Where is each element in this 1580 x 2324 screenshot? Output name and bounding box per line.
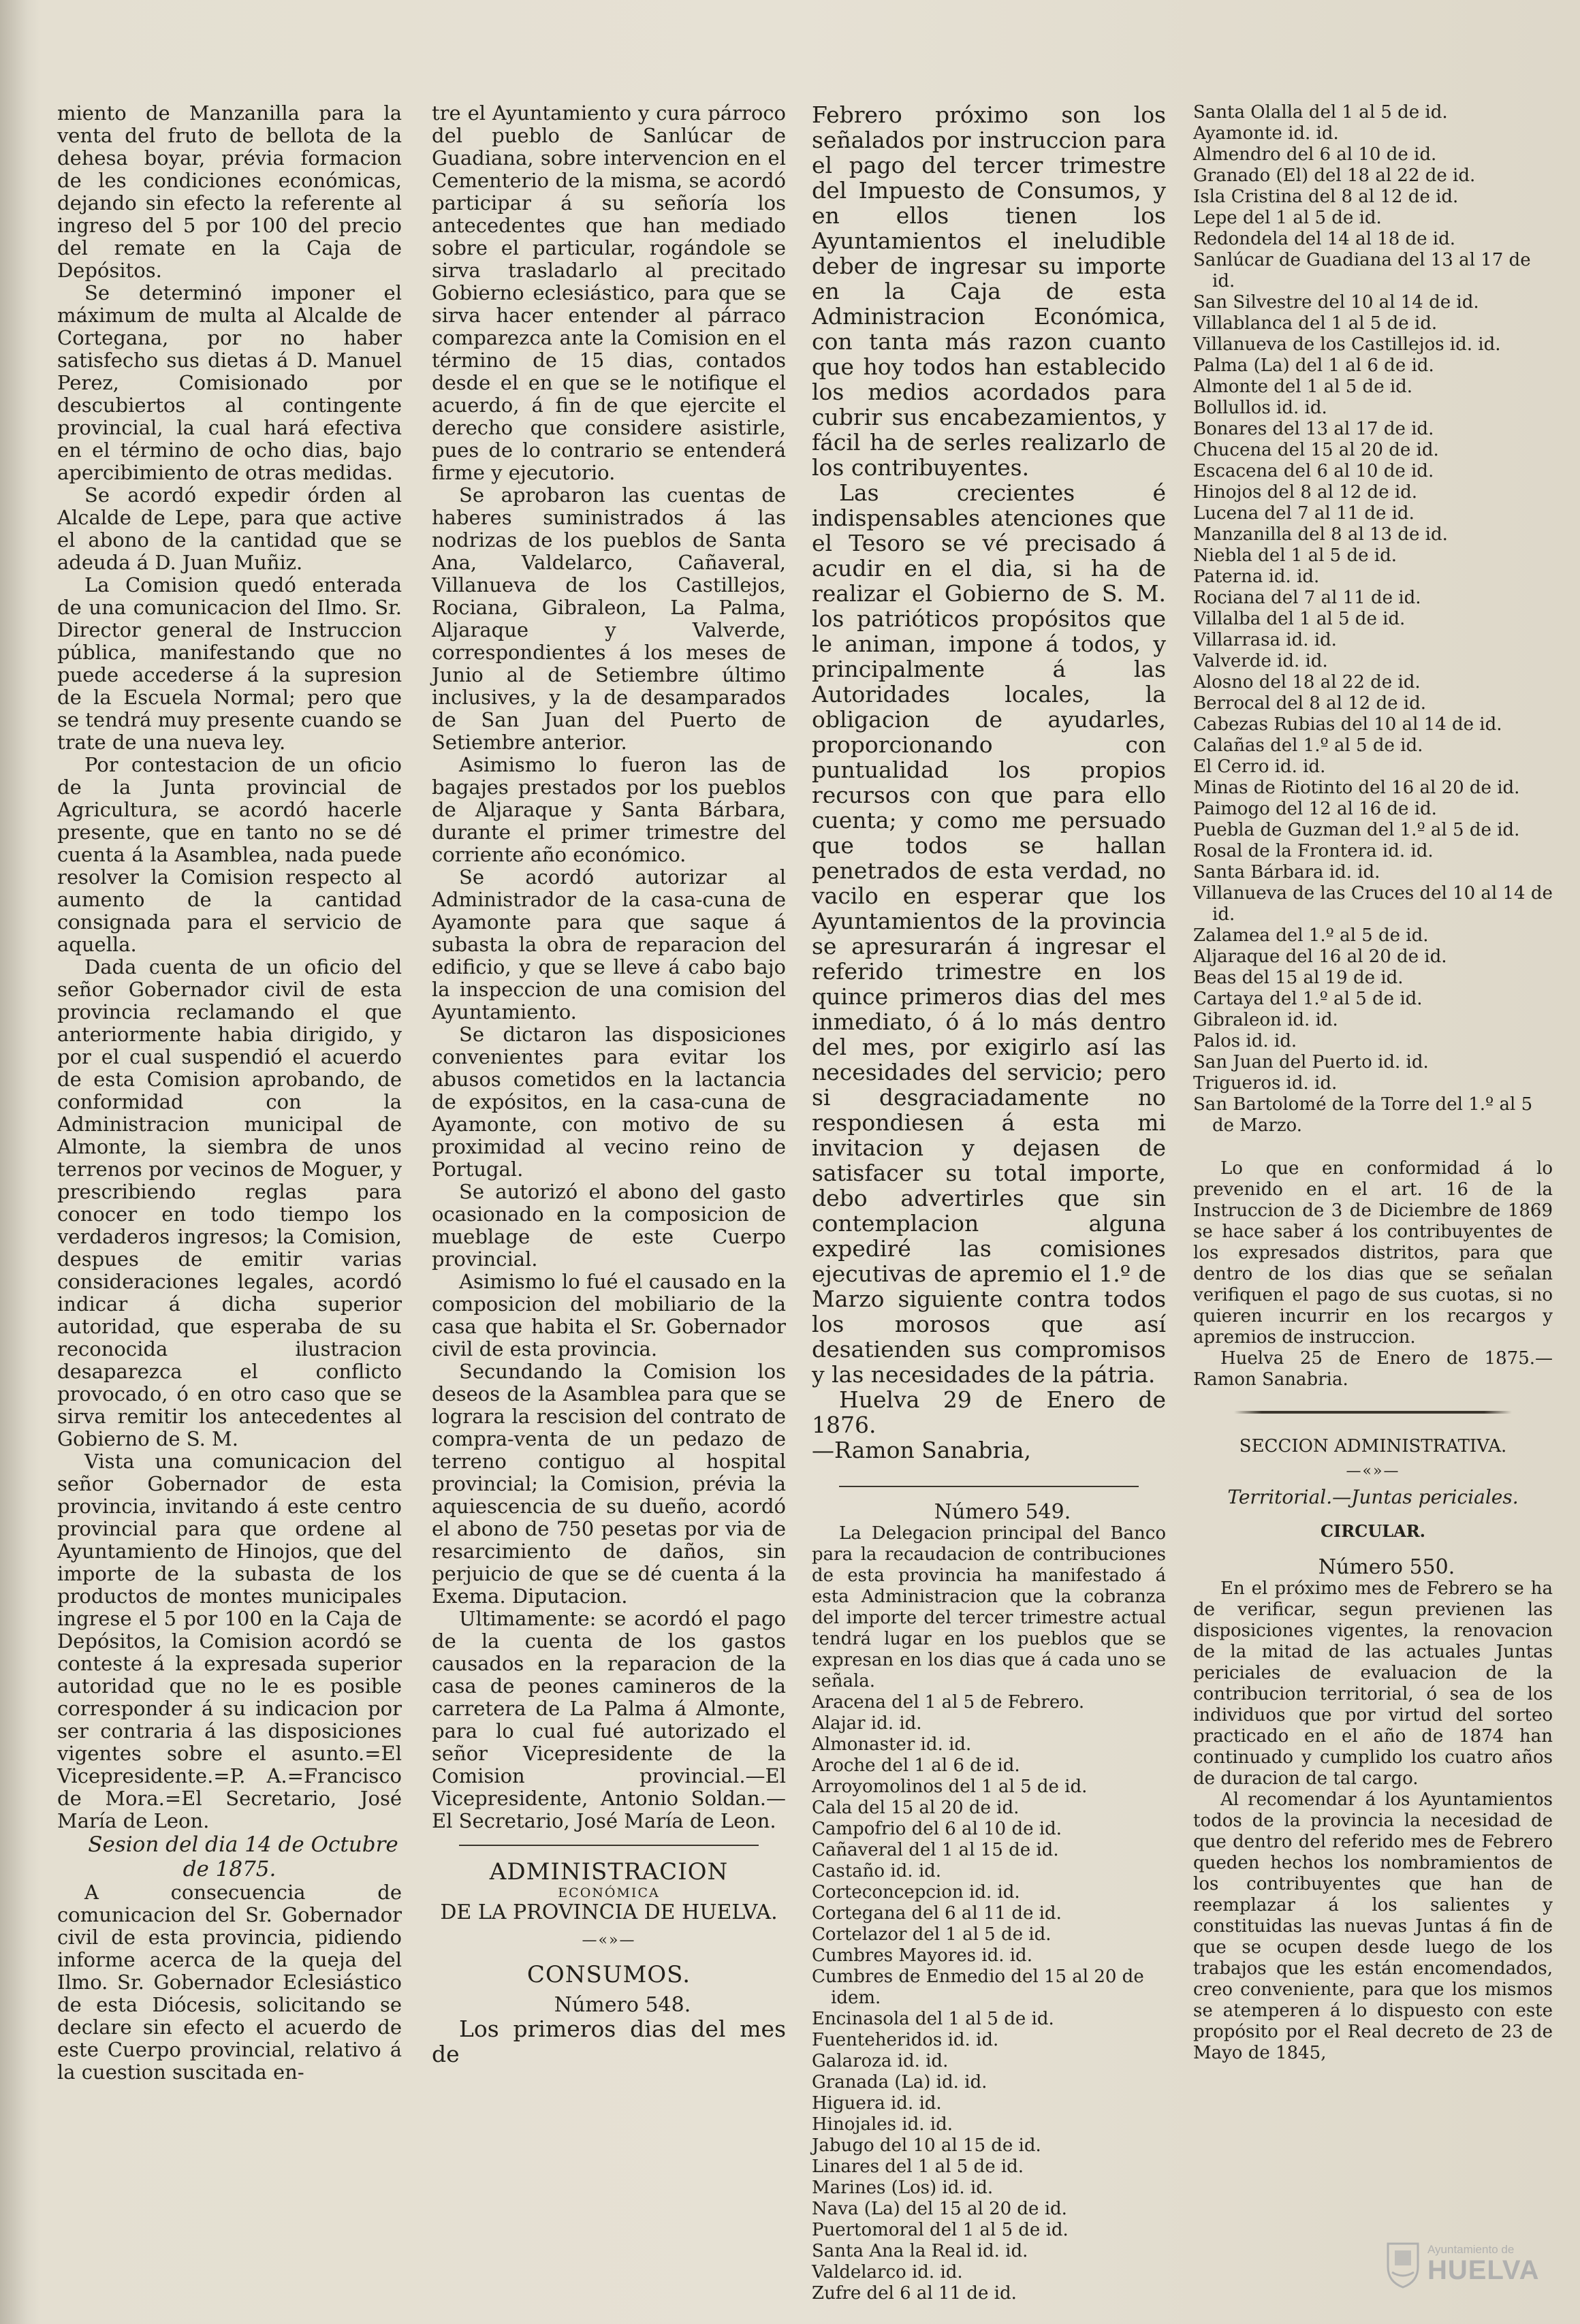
- list-item: El Cerro id. id.: [1193, 757, 1326, 777]
- list-item: Linares del 1 al 5 de id.: [812, 2156, 1024, 2177]
- list-item: Lepe del 1 al 5 de id.: [1193, 208, 1382, 228]
- list-item: Berrocal del 8 al 12 de id.: [1193, 693, 1427, 714]
- paragraph-hinojos: Vista una comunicacion del señor Gobernador de esta provincia, invitando á este centro provincial para que ordene al Ayuntamiento de Hinojos, que del importe de la subasta de los productos de montes municipales ingrese el 5 por 100 en la Caja de Depósitos, la Comision acordó se conteste á la expresada superior autoridad que no le es posible corresponder á su indicacion por ser contraria á las disposiciones vigentes sobre el asunto.=El Vicepresidente.=P. A.=Francisco de Mora.=El Secretario, José María de Leon.: [57, 1450, 402, 1832]
- list-item: San Silvestre del 10 al 14 de id.: [1193, 292, 1479, 313]
- paragraph-cortegana-multa: Se determinó imponer el máximum de multa al Alcalde de Cortegana, por no haber satisfecho sus dietas á D. Manuel Perez, Comisionado por descubiertos al contingente provincial, la cual hará efectiva en el término de ocho dias, bajo apercibimiento de otras medidas.: [57, 281, 402, 484]
- list-item: Villalba del 1 al 5 de id.: [1193, 609, 1406, 629]
- paragraph-conformidad: Lo que en conformidad á lo prevenido en el art. 16 de la Instruccion de 3 de Diciembre de 1869 se hace saber á los contribuyentes de los expresados distritos, para que dentro de los dias que se señalan verifiquen el pago de sus cuotas, si no quieren incurrir en los recargos y apremios de instruccion.: [1193, 1158, 1553, 1348]
- ayuntamiento-watermark: [1385, 2231, 1555, 2297]
- paragraph-mobiliario: Asimismo lo fué el causado en la composicion del mobiliario de la casa que habita el Sr. Gobernador civil de esta provincia.: [432, 1270, 786, 1360]
- list-item: Santa Bárbara id. id.: [1193, 862, 1380, 882]
- list-item: Cabezas Rubias del 10 al 14 de id.: [1193, 714, 1502, 735]
- list-item: Higuera id. id.: [812, 2093, 942, 2114]
- list-item: Galaroza id. id.: [812, 2051, 949, 2071]
- list-item: Cortelazor del 1 al 5 de id.: [812, 1924, 1052, 1945]
- paragraph-signature-huelva: Huelva 25 de Enero de 1875.—Ramon Sanabria.: [1193, 1348, 1553, 1390]
- paragraph-crecientes-atenciones: Las crecientes é indispensables atenciones que el Tesoro se vé precisado á acudir en el dia, si ha de realizar el Gobierno de S. M. los patrióticos propósitos que le animan, impone á todos, y principalmente á las Autoridades locales, la obligacion de ayudarles, proporcionando con puntualidad los propios recursos con que para ello cuenta; y como me persuado que todos se hallan penetrados de esta verdad, no vacilo en esperar que los Ayuntamientos de la provincia se apresurarán á ingresar el referido trimestre en los quince primeros dias del mes inmediato, ó á lo más dentro del mes, por exigirlo así las necesidades del servicio; pero si desgraciadamente no respondiesen á esta mi invitacion y dejasen de satisfacer su total importe, debo advertirles que sin contemplacion alguna expediré las comisiones ejecutivas de apremio el 1.º de Marzo siguiente contra todos los morosos que así desatienden sus compromisos y las necesidades de la pátria.: [812, 479, 1166, 1388]
- list-item: Arroyomolinos del 1 al 5 de id.: [812, 1777, 1088, 1797]
- list-item: Gibraleon id. id.: [1193, 1010, 1338, 1030]
- list-item: Alajar id. id.: [812, 1713, 922, 1734]
- list-item: Minas de Riotinto del 16 al 20 de id.: [1193, 778, 1520, 798]
- list-item: Valdelarco id. id.: [812, 2262, 963, 2282]
- list-item: Marines (Los) id. id.: [812, 2178, 994, 2198]
- seccion-administrativa: SECCION ADMINISTRATIVA.: [1239, 1436, 1507, 1457]
- list-item: Trigueros id. id.: [1193, 1073, 1338, 1094]
- list-item: Villablanca del 1 al 5 de id.: [1193, 313, 1438, 334]
- paragraph-agricultura: Por contestacion de un oficio de la Junta provincial de Agricultura, se acordó hacerle presente, que en tanto no se dé cuenta á la Asamblea, nada puede resolver la Comision respecto al aumento de la cantidad consignada para el servicio de aquella.: [57, 753, 402, 956]
- list-item: Bollullos id. id.: [1193, 398, 1327, 418]
- paragraph-primeros-dias: Los primeros dias del mes de: [432, 2016, 786, 2067]
- paragraph-expositos: Se dictaron las disposiciones convenientes para evitar los abusos cometidos en la lactancia de expósitos, en la casa-cuna de Ayamonte, con motivo de su proximidad al vecino reino de Portugal.: [432, 1023, 786, 1181]
- list-item: Almonte del 1 al 5 de id.: [1193, 377, 1413, 397]
- numero-549: Número 549.: [934, 1500, 1071, 1524]
- paragraph-escuela-normal: La Comision quedó enterada de una comunicacion del Ilmo. Sr. Director general de Instruccion pública, manifestando que no puede accederse á la supresion de la Escuela Normal; pero que se tendrá muy presente cuando se trate de una nueva ley.: [57, 573, 402, 754]
- watermark-line1: Ayuntamiento de: [1427, 2243, 1515, 2256]
- list-item: Lucena del 7 al 11 de id.: [1193, 503, 1415, 524]
- list-item: Corteconcepcion id. id.: [812, 1882, 1020, 1903]
- paragraph-manzanilla: miento de Manzanilla para la venta del fruto de bellota de la dehesa boyar, prévia formacion de les condiciones económicas, dejando sin efecto la referente al ingreso del 5 por 100 del precio del remate en la Caja de Depósitos.: [57, 101, 402, 282]
- list-item: Hinojales id. id.: [812, 2114, 953, 2135]
- paragraph-casa-cuna-ayamonte: Se acordó autorizar al Administrador de la casa-cuna de Ayamonte para que saque á subasta la obra de reparacion del edificio, y que se lleve á cabo bajo la inspeccion de una comision del Ayuntamiento.: [432, 865, 786, 1023]
- paragraph-lepe: Se acordó expedir órden al Alcalde de Lepe, para que active el abono de la cantidad que se adeuda á D. Juan Muñiz.: [57, 483, 402, 574]
- watermark-text: [1427, 2244, 1540, 2285]
- numero-550: Número 550.: [1318, 1555, 1455, 1579]
- column-4: [1193, 102, 1553, 2064]
- admin-heading: ADMINISTRACION: [489, 1858, 729, 1885]
- list-item: Cumbres Mayores id. id.: [812, 1945, 1032, 1966]
- list-item: Rociana del 7 al 11 de id.: [1193, 588, 1421, 608]
- list-item: Fuenteheridos id. id.: [812, 2030, 999, 2050]
- section-divider: [459, 1845, 759, 1846]
- paragraph-recomendar: Al recomendar á los Ayuntamientos todos de la provincia la necesidad de que dentro del referido mes de Febrero queden hechos los nombramientos de los contribuyentes que han de reemplazar á los salientes y constituidas las nuevas Juntas á fin de que se ocupen desde luego de los trabajos que les están encomendados, creo conveniente, para que los mismos se atemperen á lo dispuesto con este propósito por el Real decreto de 23 de Mayo de 1845,: [1193, 1789, 1553, 2063]
- list-item: Encinasola del 1 al 5 de id.: [812, 2009, 1054, 2029]
- paragraph-sanlucar-cementerio: tre el Ayuntamiento y cura párroco del pueblo de Sanlúcar de Guadiana, sobre intervencion en el Cementerio de la misma, se acordó participar á su señoría los antecedentes que han mediado sobre el particular, rogándole se sirva trasladarlo al precitado Gobierno eclesiástico, para que se sirva hacer entender al párraco comparezca ante la Comision en el término de 15 dias, contados desde el en que se le notifique el acuerdo, á fin de que ejercite el derecho que considere asistirle, pues de lo contrario se entenderá firme y ejecutorio.: [432, 101, 786, 484]
- list-item: Cortegana del 6 al 11 de id.: [812, 1903, 1062, 1924]
- list-item: Granada (La) id. id.: [812, 2072, 988, 2092]
- list-item: Rosal de la Frontera id. id.: [1193, 841, 1434, 861]
- list-item: Hinojos del 8 al 12 de id.: [1193, 482, 1418, 503]
- list-item: Niebla del 1 al 5 de id.: [1193, 545, 1397, 566]
- paragraph-peones-camineros: Ultimamente: se acordó el pago de la cuenta de los gastos causados en la reparacion de la casa de peones camineros de la carretera de La Palma á Almonte, para lo cual fué autorizado el señor Vicepresidente de la Comision provincial.—El Vicepresidente, Antonio Soldan.—El Secretario, José María de Leon.: [432, 1607, 786, 1832]
- list-item: Almendro del 6 al 10 de id.: [1193, 144, 1437, 165]
- section-divider: [839, 1486, 1139, 1487]
- list-item: Palma (La) del 1 al 6 de id.: [1193, 355, 1434, 376]
- paragraph-mueblage: Se autorizó el abono del gasto ocasionado en la composicion de mueblage de este Cuerpo provincial.: [432, 1180, 786, 1271]
- column-2: [432, 102, 786, 2067]
- list-item: Granado (El) del 18 al 22 de id.: [1193, 165, 1476, 186]
- list-item: Calañas del 1.º al 5 de id.: [1193, 735, 1423, 756]
- paragraph-febrero-consumos: Febrero próximo son los señalados por instruccion para el pago del tercer trimestre del Impuesto de Consumos, y en ellos tienen los Ayuntamientos el ineludible deber de ingresar su importe en la Caja de esta Administracion Económica, con tanta más razon cuanto que hoy todos han establecido los medios acordados para cubrir sus encabezamientos, y fácil ha de serles realizarlo de los contribuyentes.: [812, 101, 1166, 481]
- list-item: Campofrio del 6 al 10 de id.: [812, 1819, 1062, 1839]
- list-item: Villanueva de las Cruces del 10 al 14 de id.: [1193, 883, 1553, 925]
- list-item: Puebla de Guzman del 1.º al 5 de id.: [1193, 820, 1520, 840]
- list-item: Aljaraque del 16 al 20 de id.: [1193, 946, 1447, 967]
- list-item: Cañaveral del 1 al 15 de id.: [812, 1840, 1059, 1860]
- list-item: Ayamonte id. id.: [1193, 123, 1339, 144]
- list-item: Paimogo del 12 al 16 de id.: [1193, 799, 1437, 819]
- list-item: Jabugo del 10 al 15 de id.: [812, 2135, 1041, 2156]
- list-item: Castaño id. id.: [812, 1861, 942, 1881]
- consumos-heading: CONSUMOS.: [526, 1961, 691, 1988]
- ornament: —«»—: [582, 1932, 636, 1949]
- list-item: Chucena del 15 al 20 de id.: [1193, 440, 1439, 460]
- session-title: Sesion del dia 14 de Octubre de 1875.: [88, 1832, 398, 1881]
- list-item: Alosno del 18 al 22 de id.: [1193, 672, 1421, 693]
- list-item: Cala del 15 al 20 de id.: [812, 1798, 1020, 1818]
- ornament: —«»—: [1346, 1463, 1400, 1480]
- list-item: Zalamea del 1.º al 5 de id.: [1193, 925, 1429, 946]
- paragraph-nodrizas: Se aprobaron las cuentas de haberes suministrados á las nodrizas de los pueblos de Santa Ana, Valdelarco, Cañaveral, Villanueva de los Castillejos, Rociana, Gibraleon, La Palma, Aljaraque y Valverde, correspondientes á los meses de Junio al de Setiembre último inclusives, y la de desamparados de San Juan del Puerto de Setiembre anterior.: [432, 483, 786, 754]
- list-item: Isla Cristina del 8 al 12 de id.: [1193, 187, 1459, 207]
- paragraph-terreno-hospital: Secundando la Comision los deseos de la Asamblea para que se lograra la rescision del contrato de compra-venta de un pedazo de terreno contiguo al hospital provincial; la Comision, prévia la aquiescencia de su dueño, acordó el abono de 750 pesetas por via de resarcimiento de daños, sin perjuicio de que se dé cuenta á la Exema. Diputacion.: [432, 1360, 786, 1608]
- list-item: Puertomoral del 1 al 5 de id.: [812, 2220, 1069, 2240]
- list-item: Cumbres de Enmedio del 15 al 20 de idem.: [812, 1967, 1144, 2008]
- paragraph-delegacion-banco: La Delegacion principal del Banco para la recaudacion de contribuciones de esta provincia ha manifestado á esta Administracion que la cobranza del importe del tercer trimestre actual tendrá lugar en los pueblos que se expresan en los dias que á cada uno se señala.: [812, 1523, 1166, 1691]
- signature-date: Huelva 29 de Enero de 1876.: [812, 1386, 1166, 1438]
- territorial-juntas: Territorial.—Juntas periciales.: [1227, 1486, 1519, 1508]
- coat-of-arms-icon: [1385, 2240, 1421, 2289]
- section-divider-thick: [1234, 1411, 1512, 1414]
- list-item: Redondela del 14 al 18 de id.: [1193, 229, 1456, 249]
- list-item: Bonares del 13 al 17 de id.: [1193, 419, 1434, 439]
- admin-subheading: ECONÓMICA: [558, 1885, 660, 1900]
- list-item: Palos id. id.: [1193, 1031, 1297, 1051]
- list-item: Manzanilla del 8 al 13 de id.: [1193, 524, 1448, 545]
- page-fold-shadow: [0, 0, 41, 2324]
- watermark-line2: HUELVA: [1427, 2255, 1540, 2285]
- numero-548: Número 548.: [554, 1993, 691, 2017]
- collection-schedule-list-1: [812, 1692, 1166, 2304]
- list-item: San Bartolomé de la Torre del 1.º al 5 de Marzo.: [1193, 1094, 1533, 1136]
- list-item: Paterna id. id.: [1193, 567, 1320, 587]
- admin-province: DE LA PROVINCIA DE HUELVA.: [440, 1900, 778, 1924]
- list-item: Beas del 15 al 19 de id.: [1193, 968, 1404, 988]
- list-item: Aracena del 1 al 5 de Febrero.: [812, 1692, 1085, 1713]
- list-item: Villanueva de los Castillejos id. id.: [1193, 334, 1501, 355]
- list-item: Villarrasa id. id.: [1193, 630, 1337, 650]
- list-item: Aroche del 1 al 6 de id.: [812, 1755, 1020, 1776]
- list-item: Santa Olalla del 1 al 5 de id.: [1193, 102, 1448, 123]
- collection-schedule-list-2: [1193, 102, 1553, 1136]
- list-item: Cartaya del 1.º al 5 de id.: [1193, 989, 1423, 1009]
- list-item: Santa Ana la Real id. id.: [812, 2241, 1028, 2261]
- column-3: [812, 102, 1166, 2304]
- list-item: Sanlúcar de Guadiana del 13 al 17 de id.: [1193, 250, 1531, 291]
- list-item: Nava (La) del 15 al 20 de id.: [812, 2199, 1067, 2219]
- paragraph-proximo-febrero: En el próximo mes de Febrero se ha de verificar, segun previenen las disposiciones vigentes, la renovacion de la mitad de las actuales Juntas periciales de evaluacion de la contribucion territorial, ó sea de los individuos que por virtud del sorteo practicado en el año de 1874 han continuado y cumplido los cuatro años de duracion de tal cargo.: [1193, 1578, 1553, 1789]
- list-item: Escacena del 6 al 10 de id.: [1193, 461, 1434, 481]
- column-1: [57, 102, 402, 2084]
- paragraph-almonte: Dada cuenta de un oficio del señor Gobernador civil de esta provincia reclamando el que anteriormente habia dirigido, y por el cual suspendió el acuerdo de esta Comision aprobando, de conformidad con la Administracion municipal de Almonte, la siembra de unos terrenos por vecinos de Moguer, y prescribiendo reglas para conocer en todo tiempo los verdaderos ingresos; la Comision, despues de emitir varias consideraciones legales, acordó indicar á dicha superior autoridad, que esperaba de su reconocida ilustracion desaparezca el conflicto provocado, ó en otro caso que se sirva remitir los antecedentes al Gobierno de S. M.: [57, 955, 402, 1450]
- list-item: Almonaster id. id.: [812, 1734, 972, 1755]
- circular-heading: CIRCULAR.: [1320, 1521, 1426, 1541]
- paragraph-consecuencia: A consecuencia de comunicacion del Sr. Gobernador civil de esta provincia, pidiendo informe acerca de la queja del Ilmo. Sr. Gobernador Eclesiástico de esta Diócesis, solicitando se declare sin efecto el acuerdo de este Cuerpo provincial, relativo á la cuestion suscitada en-: [57, 1881, 402, 2084]
- list-item: San Juan del Puerto id. id.: [1193, 1052, 1429, 1072]
- signature-name: —Ramon Sanabria,: [812, 1437, 1032, 1463]
- list-item: Zufre del 6 al 11 de id.: [812, 2283, 1017, 2304]
- paragraph-bagajes: Asimismo lo fueron las de bagajes prestados por los pueblos de Aljaraque y Santa Bárbara, durante el primer trimestre del corriente año económico.: [432, 753, 786, 866]
- list-item: Valverde id. id.: [1193, 651, 1328, 671]
